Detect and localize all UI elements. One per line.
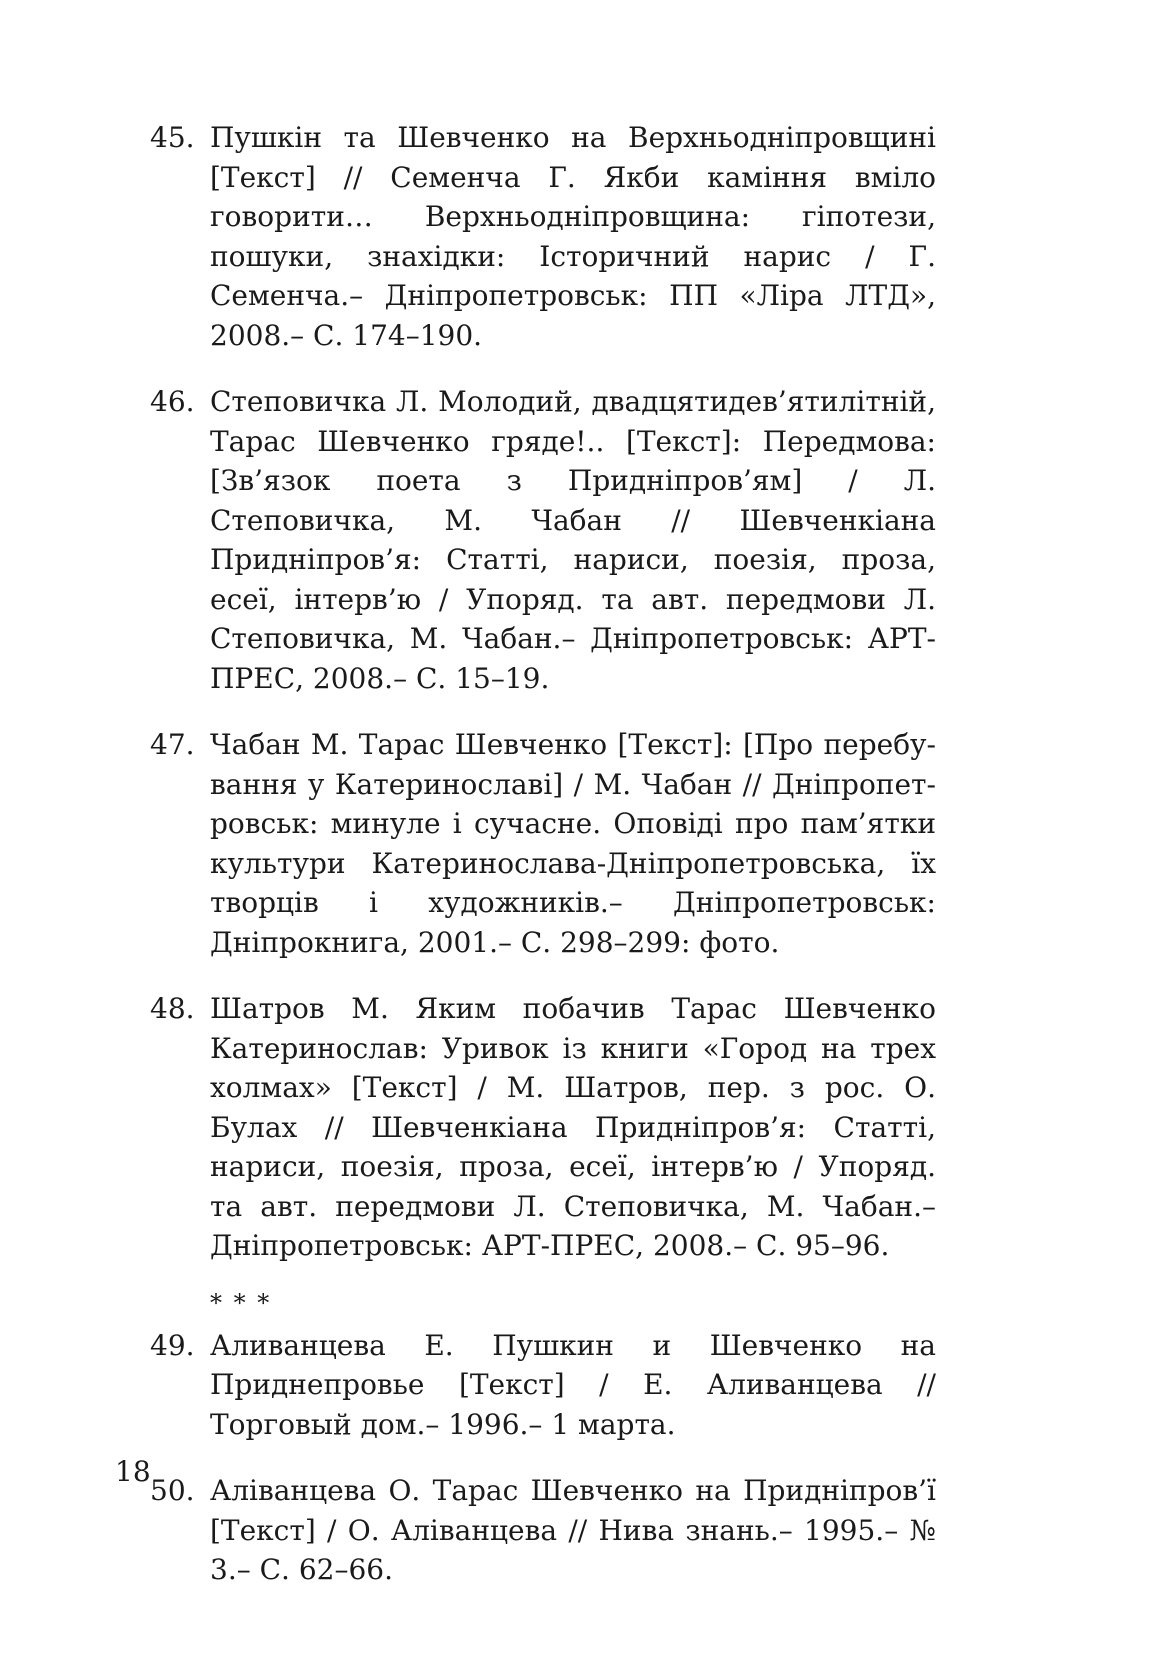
page-number: 18 bbox=[115, 1455, 151, 1488]
bibliography-entry-49 bbox=[150, 1326, 936, 1445]
bibliography-entry-50 bbox=[150, 1471, 936, 1590]
entry-number: 49. bbox=[150, 1328, 195, 1362]
bibliography-entry-46 bbox=[150, 382, 936, 698]
entry-number: 45. bbox=[150, 121, 195, 154]
entry-number: 46. bbox=[150, 385, 195, 418]
bibliography-entry-48 bbox=[150, 989, 936, 1266]
entry-number: 47. bbox=[150, 728, 195, 761]
entry-text: Аліванцева О. Тарас Шевченко на Придніпров’ї [Текст] / О. Аліванцева // Нива знань.– 1995.– № 3.– С. 62–66. bbox=[210, 1474, 936, 1586]
entry-text: Пушкін та Шевченко на Верхньодніпровщині [Текст] // Семенча Г. Якби каміння вміло говорити… Верхньодніпровщина: гіпотези, пошуки, знахідки: Історичний нарис / Г. Семенча.– Дніпропетровськ: ПП «Ліра ЛТД», 2008.– С. 174–190. bbox=[210, 121, 936, 352]
bibliography-entry-47 bbox=[150, 725, 936, 962]
entry-text: Степовичка Л. Молодий, двадцятидев’ятилітній, Тарас Шевченко гряде!.. [Текст]: Передмова: [Зв’язок поета з Придніпров’ям] / Л. Степовичка, М. Чабан // Шевченкіана Придніпров’я: Статті, нариси, поезія, проза, есеї, інтерв’ю / Упоряд. та авт. передмови Л. Степовичка, М. Чабан.– Дніпропетровськ: АРТ-ПРЕС, 2008.– С. 15–19. bbox=[210, 385, 936, 695]
bibliography-list bbox=[150, 118, 936, 1590]
entry-number: 48. bbox=[150, 992, 195, 1025]
entry-number: 50. bbox=[150, 1474, 195, 1507]
bibliography-entry-45 bbox=[150, 118, 936, 355]
entry-text: Аливанцева Е. Пушкин и Шевченко на Приднепровье [Текст] / Е. Аливанцева // Торговый дом.– 1996.– 1 марта. bbox=[210, 1328, 936, 1441]
entry-text: Шатров М. Яким побачив Тарас Шевченко Катеринослав: Уривок із книги «Город на трех холмах» [Текст] / М. Шатров, пер. з рос. О. Булах // Шевченкіана Придніпров’я: Статті, нариси, поезія, проза, есеї, інтерв’ю / Упоряд. та авт. передмови Л. Степовичка, М. Чабан.– Дніпропетровськ: АРТ-ПРЕС, 2008.– С. 95–96. bbox=[210, 992, 936, 1262]
entry-text: Чабан М. Тарас Шевченко [Текст]: [Про перебування у Катеринославі] / М. Чабан // Дніпропетровськ: минуле і сучасне. Оповіді про пам’ятки культури Катеринослава-Дніпропетровська, їх творців і художників.– Дніпропетровськ: Дніпрокнига, 2001.– С. 298–299: фото. bbox=[210, 728, 936, 959]
section-separator: * * * bbox=[210, 1288, 272, 1317]
